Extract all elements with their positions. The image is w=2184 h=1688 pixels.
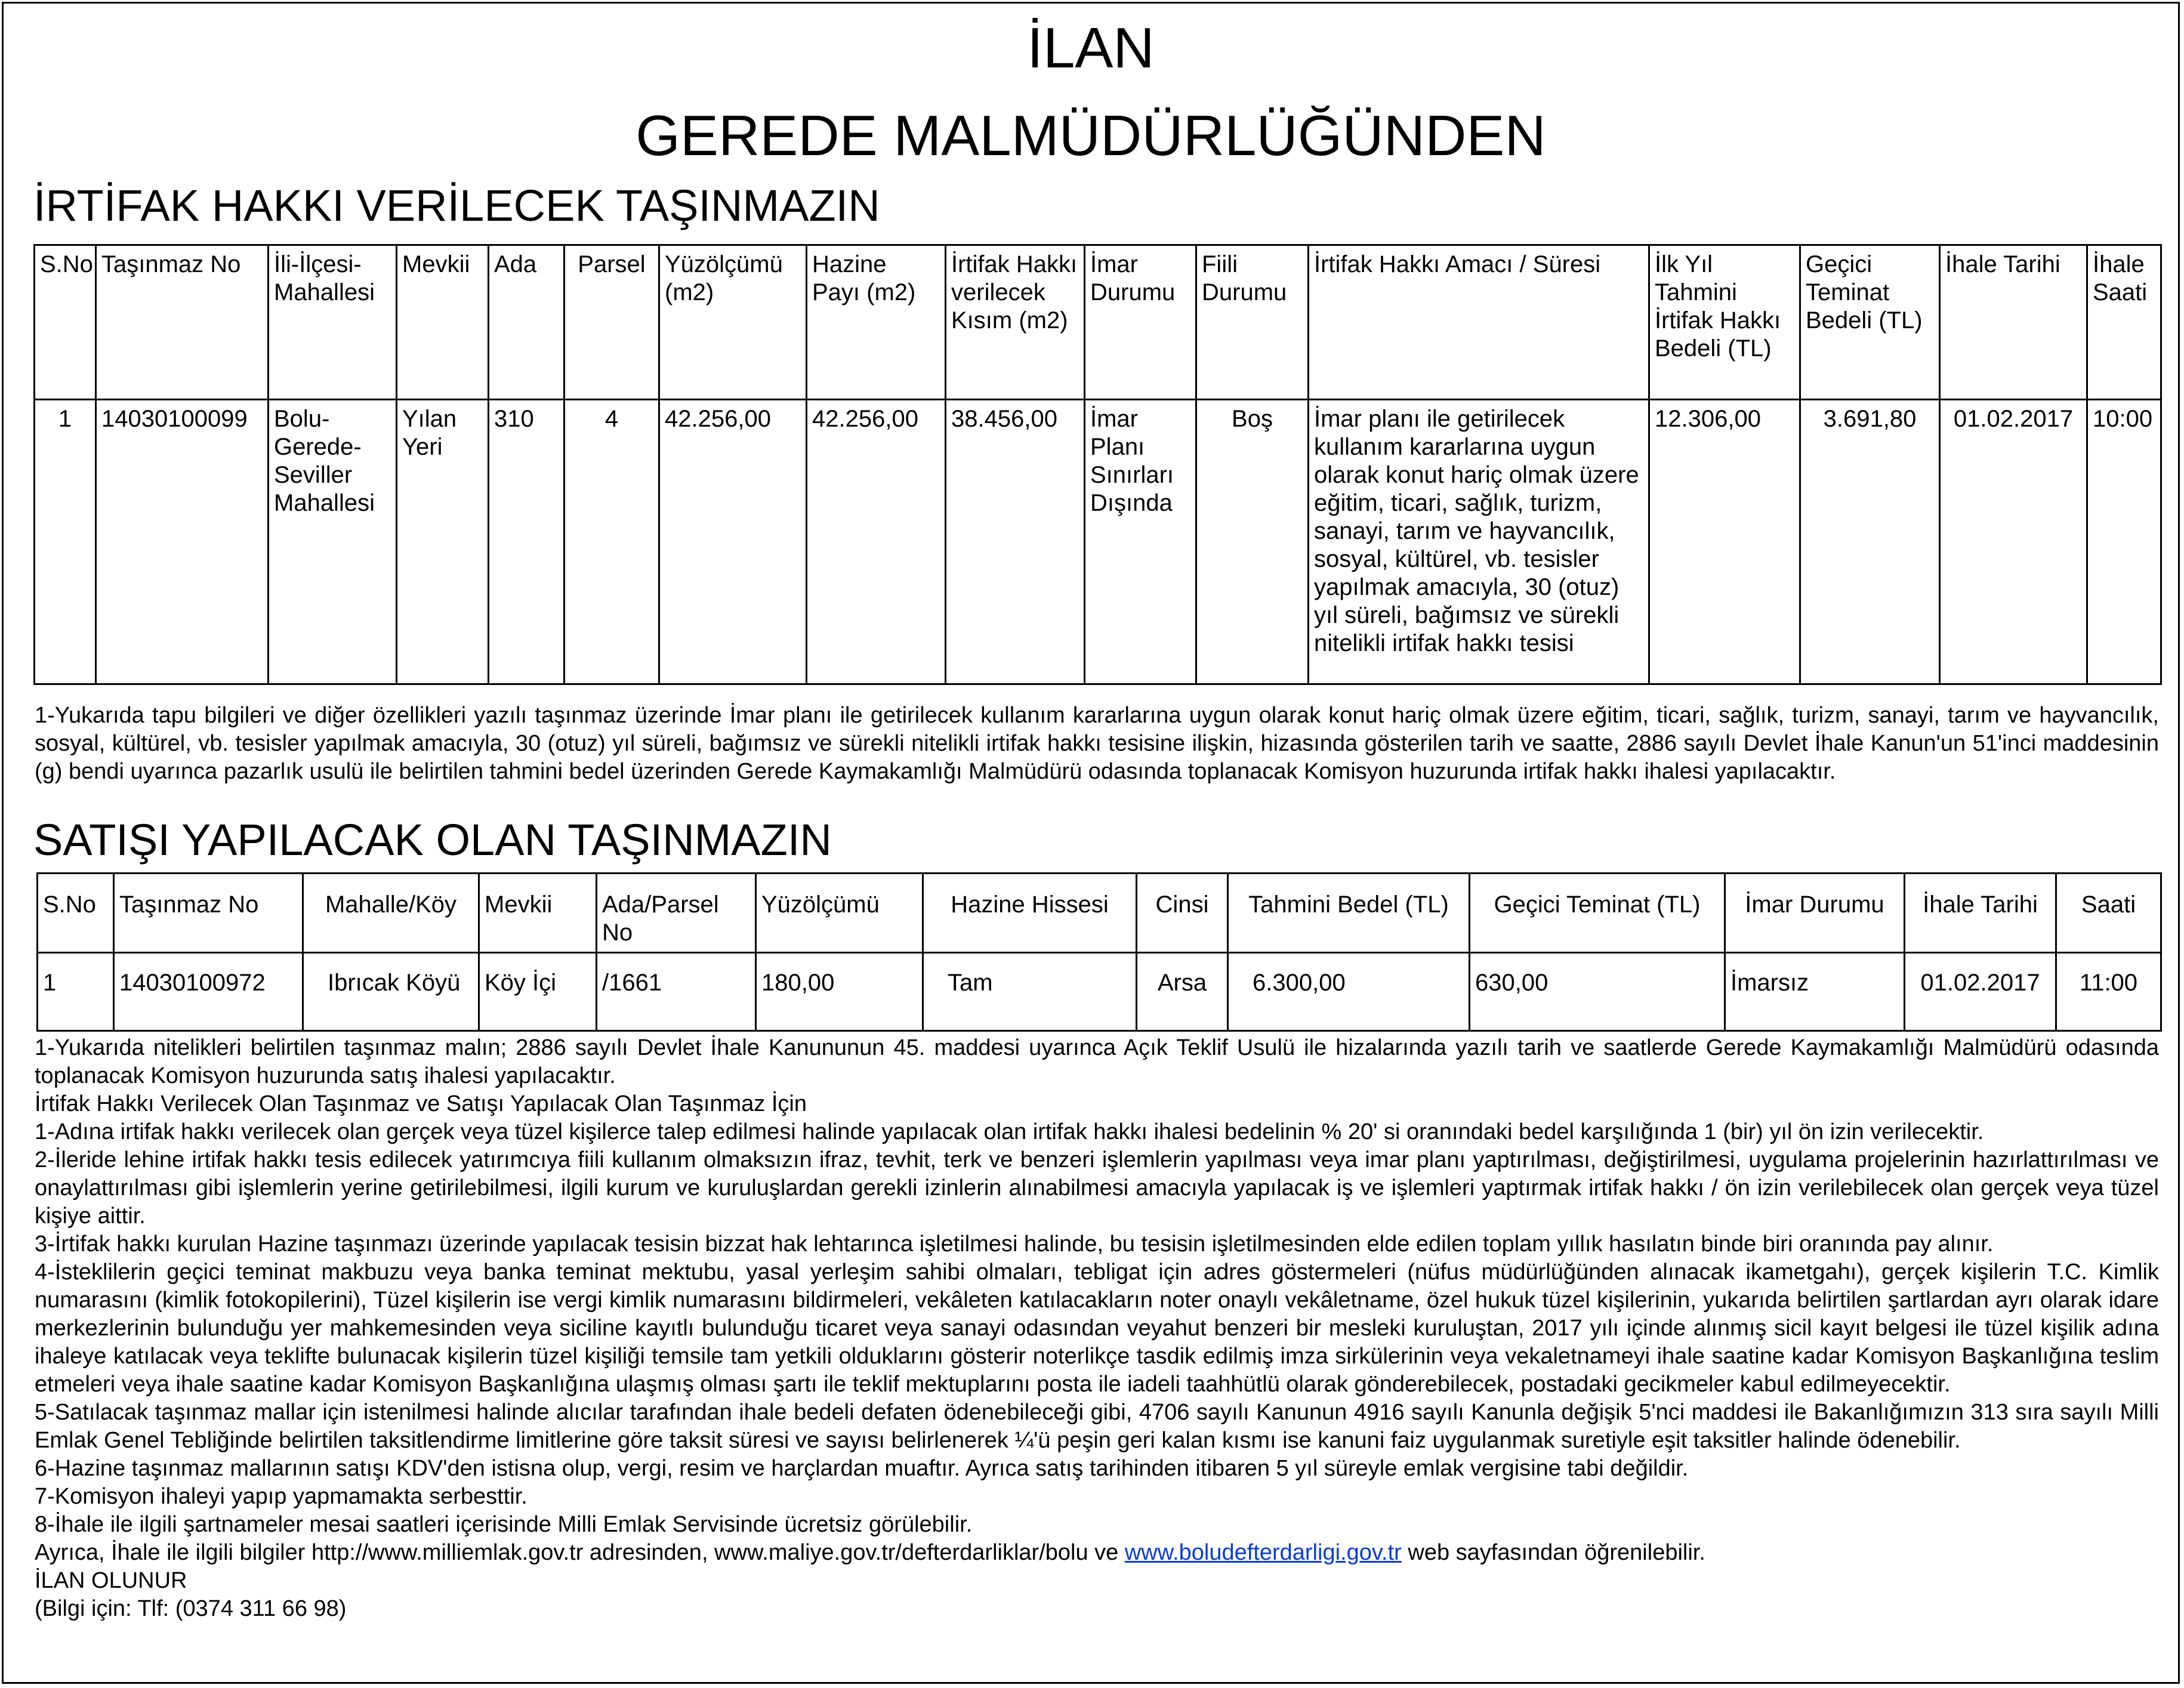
issuing-office: GEREDE MALMÜDÜRLÜĞÜNDEN xyxy=(636,104,1546,168)
column-header: Hazine Hissesi xyxy=(923,874,1137,953)
column-header: Ada xyxy=(489,245,564,400)
table-cell: 01.02.2017 xyxy=(1940,400,2087,684)
table-cell: Bolu-Gerede-Seviller Mahallesi xyxy=(269,400,397,684)
column-header: Ada/Parsel No xyxy=(597,874,756,953)
column-header: Taşınmaz No xyxy=(114,874,303,953)
table-cell: 630,00 xyxy=(1470,953,1725,1031)
table-cell: İmar Planı Sınırları Dışında xyxy=(1085,400,1196,684)
sale-property-table xyxy=(36,872,2162,1032)
conditions-heading: İrtifak Hakkı Verilecek Olan Taşınmaz ve Satışı Yapılacak Olan Taşınmaz İçin xyxy=(35,1091,807,1116)
column-header: İrtifak Hakkı Amacı / Süresi xyxy=(1309,245,1649,400)
easement-note xyxy=(35,702,2159,786)
condition-item: 1-Adına irtifak hakkı verilecek olan gerçek veya tüzel kişilerce talep edilmesi halinde yapılacak olan irtifak hakkı ihalesi bedelinin % 20' si oranındaki bedel karşılığında 1 (bir) yıl ön izin verilecektir. xyxy=(35,1119,1984,1144)
closing-text: İLAN OLUNUR xyxy=(35,1568,187,1593)
table-cell: /1661 xyxy=(597,953,756,1031)
column-header: İrtifak Hakkı verilecek Kısım (m2) xyxy=(946,245,1085,400)
table-header-row xyxy=(35,245,2161,400)
section-easement-title: İRTİFAK HAKKI VERİLECEK TAŞINMAZIN xyxy=(33,181,880,230)
info-text: web sayfasından öğrenilebilir. xyxy=(1408,1540,1705,1565)
table-cell: 42.256,00 xyxy=(659,400,807,684)
condition-item: 5-Satılacak taşınmaz mallar için istenilmesi halinde alıcılar tarafından ihale bedeli defaten ödenebileceği gibi, 4706 sayılı Kanunun 4916 sayılı Kanunla değişik 5'nci maddesi ile Bakanlığımızın 313 sıra sayılı Milli Emlak Genel Tebliğinde belirtilen taksitlendirme limitlerine göre taksit süresi ve sayısı belirlenerek ¼'ü peşin geri kalan kısmı ise kanuni faiz uygulanmak suretiyle eşit taksitler halinde ödenebilir. xyxy=(35,1400,2159,1453)
easement-property-table xyxy=(33,244,2162,685)
table-row xyxy=(38,953,2161,1031)
announcement-page xyxy=(2,2,2180,1684)
defterdarlik-website-link[interactable]: www.boludefterdarligi.gov.tr xyxy=(1124,1540,1402,1565)
table-cell: 14030100099 xyxy=(96,400,269,684)
table-cell: Köy İçi xyxy=(479,953,597,1031)
column-header: Mahalle/Köy xyxy=(303,874,479,953)
column-header: İmar Durumu xyxy=(1725,874,1905,953)
easement-note-text: 1-Yukarıda tapu bilgileri ve diğer özellikleri yazılı taşınmaz üzerinde İmar planı ile getirilecek kullanım kararlarına uygun olarak konut hariç olmak üzere eğitim, ticari, sağlık, turizm, sanayi, tarım ve hayvancılık, sosyal, kültürel, vb. tesisler yapılmak amacıyla, 30 (otuz) yıl süreli, bağımsız ve sürekli nitelikli irtifak hakkı tesisine ilişkin, hizasında gösterilen tarih ve saatte, 2886 sayılı Devlet İhale Kanun'un 51'inci maddesinin (g) bendi uyarınca pazarlık usulü ile belirtilen tahmini bedel üzerinden Gerede Kaymakamlığı Malmüdürü odasında toplanacak Komisyon huzurunda irtifak hakkı ihalesi yapılacaktır. xyxy=(35,703,2159,784)
table-cell: 310 xyxy=(489,400,564,684)
table-cell: Ibrıcak Köyü xyxy=(303,953,479,1031)
column-header: Parsel xyxy=(564,245,659,400)
info-line xyxy=(35,1539,2159,1567)
column-header: S.No xyxy=(35,245,96,400)
table-cell: 1 xyxy=(38,953,114,1031)
column-header: Fiili Durumu xyxy=(1196,245,1309,400)
column-header: İli-İlçesi-Mahallesi xyxy=(269,245,397,400)
condition-item: 3-İrtifak hakkı kurulan Hazine taşınmazı üzerinde yapılacak tesisin bizzat hak lehtarınca işletilmesi halinde, bu tesisin işletilmesinden elde edilen toplam yıllık hasılatın binde biri oranında pay alınır. xyxy=(35,1232,1994,1257)
condition-item: 8-İhale ile ilgili şartnameler mesai saatleri içerisinde Milli Emlak Servisinde ücretsiz görülebilir. xyxy=(35,1512,973,1537)
column-header: İhale Tarihi xyxy=(1940,245,2087,400)
table-cell: 11:00 xyxy=(2056,953,2161,1031)
table-cell: 38.456,00 xyxy=(946,400,1085,684)
table-cell: Arsa xyxy=(1137,953,1228,1031)
info-text: Ayrıca, İhale ile ilgili bilgiler http://www.milliemlak.gov.tr adresinden, www.maliye.gov.tr/defterdarliklar/bolu ve xyxy=(35,1540,1119,1565)
column-header: Mevkii xyxy=(479,874,597,953)
condition-item: 2-İleride lehine irtifak hakkı tesis edilecek yatırımcıya fiili kullanım olmaksızın ifraz, tevhit, terk ve benzeri işlemlerin yapılması veya imar planı yaptırılması, değiştirilmesi, uygulama projelerinin hazırlattırılması ve onaylattırılması gibi işlemlerin yerine getirilebilmesi, ilgili kurum ve kuruluşlardan gerekli izinlerin alınabilmesi amacıyla yapılacak iş ve işlemleri yaptırmak irtifak hakkı / ön izin verilebilecek olan gerçek veya tüzel kişiye aittir. xyxy=(35,1147,2159,1229)
column-header: Yüzölçümü xyxy=(756,874,923,953)
column-header: Hazine Payı (m2) xyxy=(807,245,946,400)
column-header: Geçici Teminat (TL) xyxy=(1470,874,1725,953)
column-header: Mevkii xyxy=(397,245,489,400)
column-header: İhale Saati xyxy=(2087,245,2161,400)
contact-info: (Bilgi için: Tlf: (0374 311 66 98) xyxy=(35,1596,347,1621)
condition-item: 6-Hazine taşınmaz mallarının satışı KDV'den istisna olup, vergi, resim ve harçlardan muaftır. Ayrıca satış tarihinden itibaren 5 yıl süreyle emlak vergisine tabi değildir. xyxy=(35,1456,1689,1481)
table-cell: 180,00 xyxy=(756,953,923,1031)
table-cell: 42.256,00 xyxy=(807,400,946,684)
conditions-block xyxy=(35,1034,2159,1623)
table-cell: İmar planı ile getirilecek kullanım kararlarına uygun olarak konut hariç olmak üzere eğitim, ticari, sağlık, turizm, sanayi, tarım ve hayvancılık, sosyal, kültürel, vb. tesisler yapılmak amacıyla, 30 (otuz) yıl süreli, bağımsız ve sürekli nitelikli irtifak hakkı tesisi xyxy=(1309,400,1649,684)
sale-note: 1-Yukarıda nitelikleri belirtilen taşınmaz malın; 2886 sayılı Devlet İhale Kanununun 45. maddesi uyarınca Açık Teklif Usulü ile hizalarında yazılı tarih ve saatlerde Gerede Kaymakamlığı Malmüdürü odasında toplanacak Komisyon huzurunda satış ihalesi yapılacaktır. xyxy=(35,1035,2159,1088)
condition-item: 7-Komisyon ihaleyi yapıp yapmamakta serbesttir. xyxy=(35,1484,528,1509)
table-row xyxy=(35,400,2161,684)
column-header: Geçici Teminat Bedeli (TL) xyxy=(1800,245,1940,400)
column-header: Tahmini Bedel (TL) xyxy=(1228,874,1470,953)
table-cell: Boş xyxy=(1196,400,1309,684)
table-cell: 3.691,80 xyxy=(1800,400,1940,684)
column-header: S.No xyxy=(38,874,114,953)
column-header: Saati xyxy=(2056,874,2161,953)
table-cell: 4 xyxy=(564,400,659,684)
table-header-row xyxy=(38,874,2161,953)
announcement-title: İLAN xyxy=(1027,16,1155,80)
table-cell: Tam xyxy=(923,953,1137,1031)
table-cell: 10:00 xyxy=(2087,400,2161,684)
table-cell: 12.306,00 xyxy=(1649,400,1800,684)
table-cell: İmarsız xyxy=(1725,953,1905,1031)
column-header: Yüzölçümü (m2) xyxy=(659,245,807,400)
column-header: Cinsi xyxy=(1137,874,1228,953)
column-header: İhale Tarihi xyxy=(1905,874,2056,953)
table-cell: 6.300,00 xyxy=(1228,953,1470,1031)
table-cell: Yılan Yeri xyxy=(397,400,489,684)
table-cell: 14030100972 xyxy=(114,953,303,1031)
column-header: Taşınmaz No xyxy=(96,245,269,400)
condition-item: 4-İsteklilerin geçici teminat makbuzu veya banka teminat mektubu, yasal yerleşim sahibi olmaları, tebligat için adres göstermeleri (nüfus müdürlüğünden alınacak ikametgahı), gerçek kişilerin T.C. Kimlik numarasını (kimlik fotokopilerini), Tüzel kişilerin ise vergi kimlik numarasını bildirmeleri, vekâleten katılacakların noter onaylı vekâletname, özel hukuk tüzel kişilerinin, yukarıda belirtilen şartlardan ayrı olarak idare merkezlerinin bulunduğu yer mahkemesinden veya siciline kayıtlı bulunduğu ticaret veya sanayi odasından veyahut benzeri bir mesleki kuruluştan, 2017 yılı içinde alınmış sicil kayıt belgesi ile tüzel kişilik adına ihaleye katılacak veya teklifte bulunacak kişilerin tüzel kişiliği temsile tam yetkili olduklarını gösterir noterlikçe tasdik edilmiş imza sirkülerinin veya vekaletnameyi ihale saatine kadar Komisyon Başkanlığına teslim etmeleri veya ihale saatine kadar Komisyon Başkanlığına ulaşmış olması şartı ile teklif mektuplarını posta ile iadeli taahhütlü olarak gönderebilecek, postadaki gecikmeler kabul edilmeyecektir. xyxy=(35,1260,2159,1397)
column-header: İlk Yıl Tahmini İrtifak Hakkı Bedeli (TL) xyxy=(1649,245,1800,400)
table-cell: 01.02.2017 xyxy=(1905,953,2056,1031)
column-header: İmar Durumu xyxy=(1085,245,1196,400)
section-sale-title: SATIŞI YAPILACAK OLAN TAŞINMAZIN xyxy=(33,815,832,865)
table-cell: 1 xyxy=(35,400,96,684)
